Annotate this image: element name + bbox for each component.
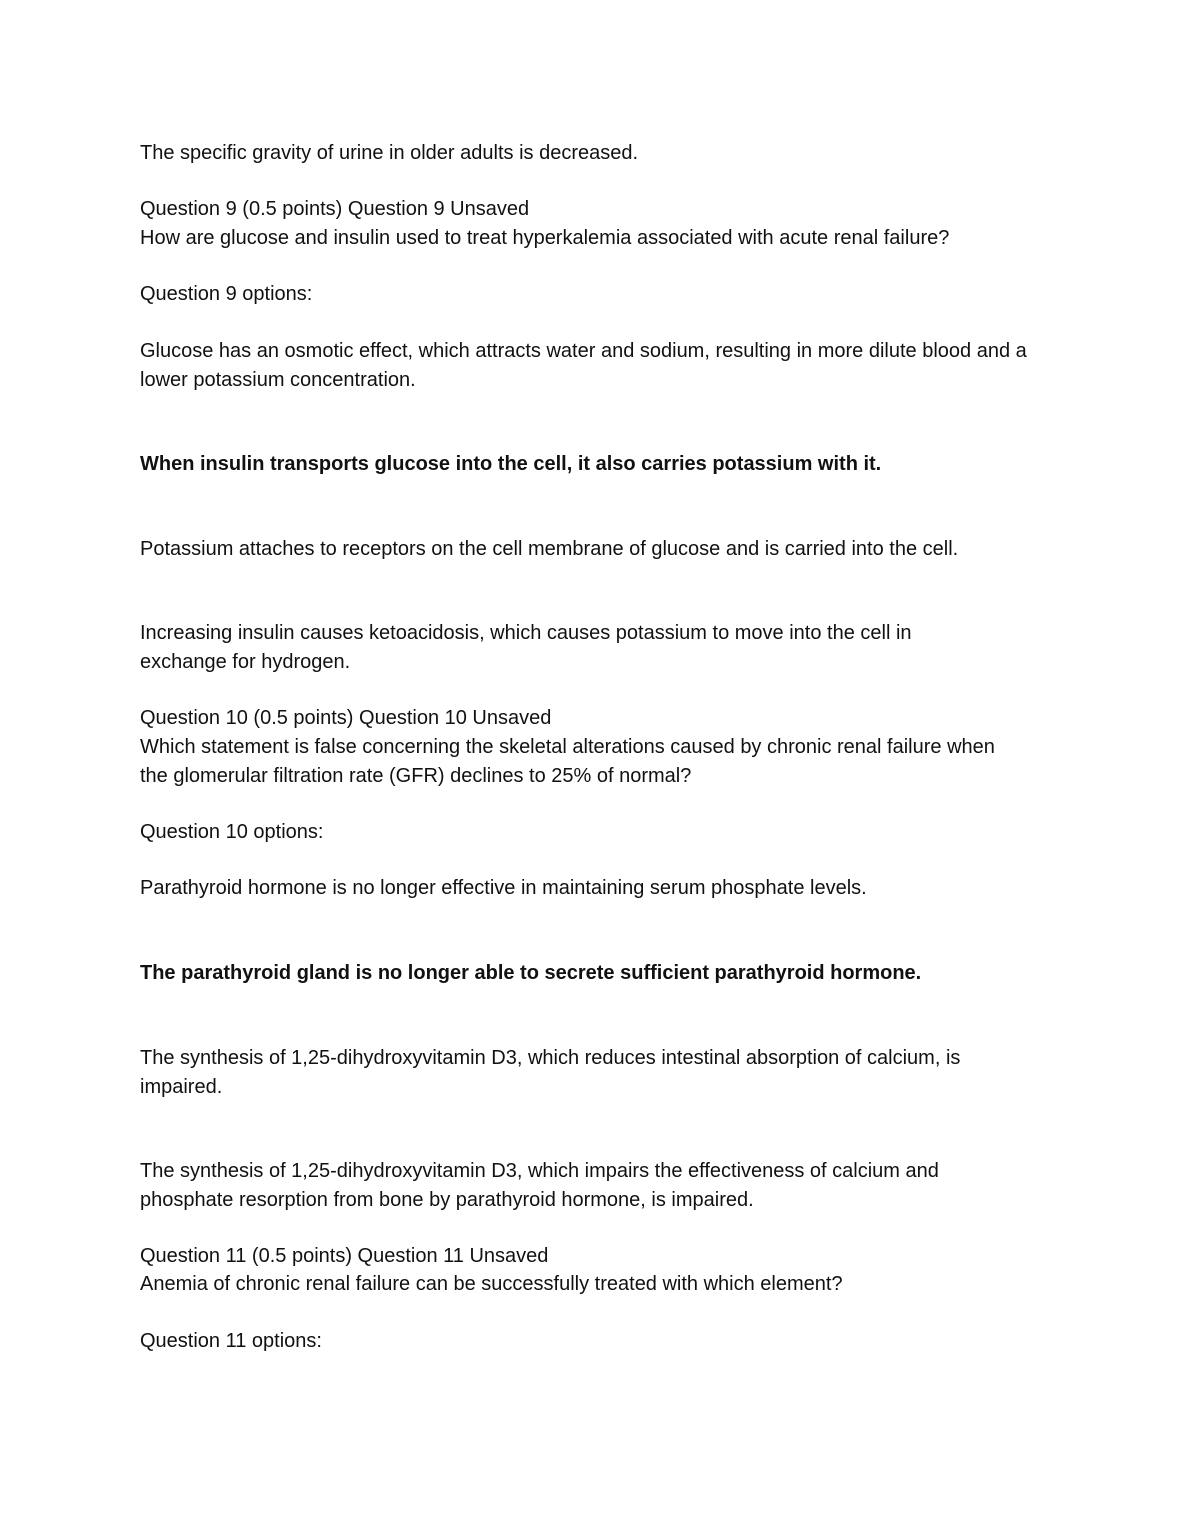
question-9-options-label: Question 9 options:: [140, 283, 313, 305]
question-9-option-2-selected[interactable]: When insulin transports glucose into the cell, it also carries potassium with it.: [140, 453, 882, 475]
question-10-options-label: Question 10 options:: [140, 821, 324, 843]
question-11-header: Question 11 (0.5 points) Question 11 Unsaved: [140, 1245, 549, 1267]
question-9-option-1[interactable]: Glucose has an osmotic effect, which attracts water and sodium, resulting in more dilute blood and a lower potassium concentration.: [140, 340, 1027, 391]
question-10-option-4[interactable]: The synthesis of 1,25-dihydroxyvitamin D3, which impairs the effectiveness of calcium and phosphate resorption from bone by parathyroid hormone, is impaired.: [140, 1160, 939, 1211]
question-9-header: Question 9 (0.5 points) Question 9 Unsaved: [140, 198, 530, 220]
question-9-prompt: How are glucose and insulin used to treat hyperkalemia associated with acute renal failure?: [140, 227, 950, 249]
question-9-option-4[interactable]: Increasing insulin causes ketoacidosis, which causes potassium to move into the cell in exchange for hydrogen.: [140, 622, 912, 673]
question-10-option-1[interactable]: Parathyroid hormone is no longer effective in maintaining serum phosphate levels.: [140, 877, 867, 899]
question-11-options-label: Question 11 options:: [140, 1330, 322, 1352]
question-11-prompt: Anemia of chronic renal failure can be successfully treated with which element?: [140, 1273, 843, 1295]
intro-text: The specific gravity of urine in older adults is decreased.: [140, 142, 639, 164]
question-9-option-3[interactable]: Potassium attaches to receptors on the cell membrane of glucose and is carried into the cell.: [140, 538, 959, 560]
question-10-prompt: Which statement is false concerning the skeletal alterations caused by chronic renal failure when the glomerular filtration rate (GFR) declines to 25% of normal?: [140, 736, 995, 787]
question-10-option-3[interactable]: The synthesis of 1,25-dihydroxyvitamin D3, which reduces intestinal absorption of calcium, is impaired.: [140, 1047, 961, 1098]
question-10-option-2-selected[interactable]: The parathyroid gland is no longer able to secrete sufficient parathyroid hormone.: [140, 962, 922, 984]
question-10-header: Question 10 (0.5 points) Question 10 Unsaved: [140, 707, 552, 729]
